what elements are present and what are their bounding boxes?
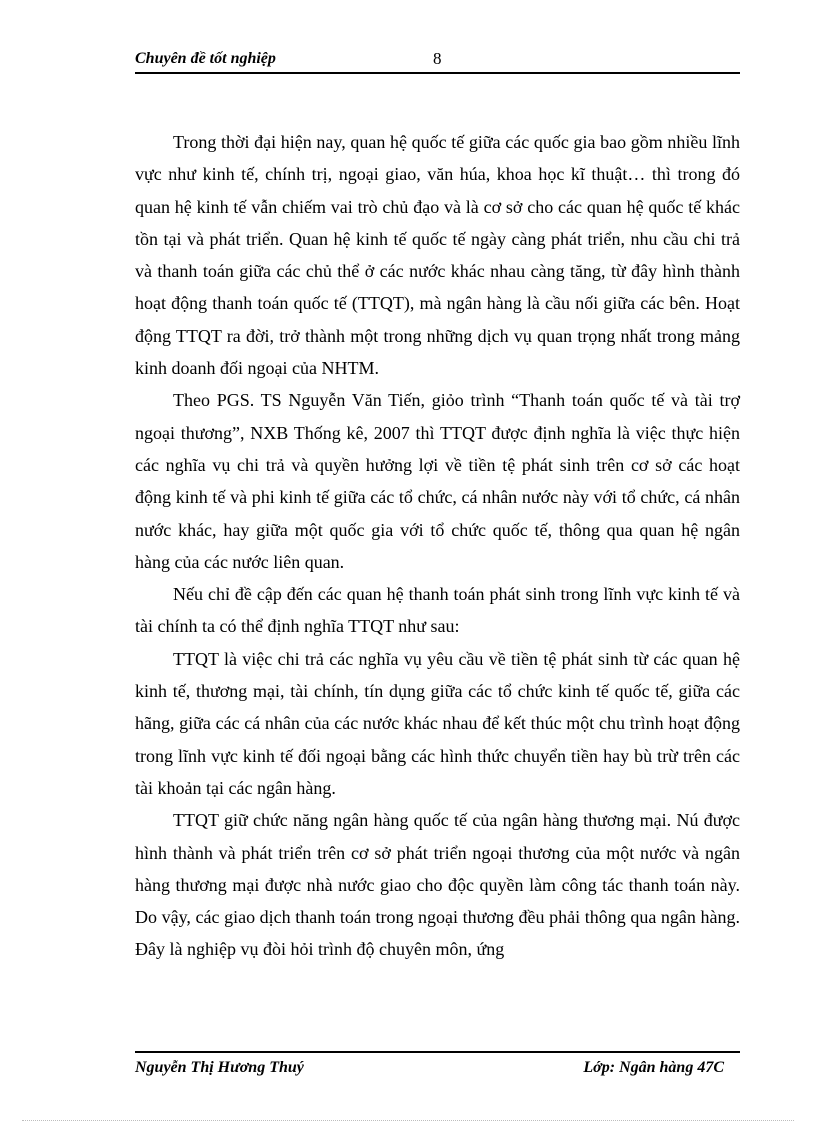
paragraph-5: TTQT giữ chức năng ngân hàng quốc tế của ngân hàng thương mại. Nú được hình thành và phát triển trên cơ sở phát triển ngoại thương của một nước và ngân hàng thương mại được nhà nước giao cho độc quyền làm công tác thanh toán này. Do vậy, các giao dịch thanh toán trong ngoại thương đều phải thông qua ngân hàng. Đây là nghiệp vụ đòi hỏi trình độ chuyên môn, ứng — [135, 810, 740, 960]
author-name: Nguyễn Thị Hương Thuý — [135, 1059, 304, 1076]
page-number: 8 — [433, 49, 442, 68]
page-header — [135, 48, 740, 74]
paragraph-2: Theo PGS. TS Nguyễn Văn Tiến, giỏo trình “Thanh toán quốc tế và tài trợ ngoại thương”, NXB Thống kê, 2007 thì TTQT được định nghĩa là việc thực hiện các nghĩa vụ chi trả và quyền hưởng lợi về tiền tệ phát sinh trên cơ sở các hoạt động kinh tế và phi kinh tế giữa các tổ chức, cá nhân nước này với tổ chức, cá nhân nước khác, hay giữa một quốc gia với tổ chức quốc tế, thông qua quan hệ ngân hàng của các nước liên quan. — [135, 390, 740, 572]
page-bottom-edge — [22, 1120, 794, 1121]
paragraph-1: Trong thời đại hiện nay, quan hệ quốc tế giữa các quốc gia bao gồm nhiều lĩnh vực như kinh tế, chính trị, ngoại giao, văn húa, khoa học kĩ thuật… thì trong đó quan hệ kinh tế vẫn chiếm vai trò chủ đạo và là cơ sở cho các quan hệ quốc tế khác tồn tại và phát triển. Quan hệ kinh tế quốc tế ngày càng phát triển, nhu cầu chi trả và thanh toán giữa các chủ thể ở các nước khác nhau càng tăng, từ đây hình thành hoạt động thanh toán quốc tế (TTQT), mà ngân hàng là cầu nối giữa các bên. Hoạt động TTQT ra đời, trở thành một trong những dịch vụ quan trọng nhất trong mảng kinh doanh đối ngoại của NHTM. — [135, 132, 740, 379]
class-label: Lớp: Ngân hàng 47C — [583, 1059, 724, 1076]
document-body — [135, 126, 740, 966]
paragraph-4: TTQT là việc chi trả các nghĩa vụ yêu cầu về tiền tệ phát sinh từ các quan hệ kinh tế, thương mại, tài chính, tín dụng giữa các tổ chức kinh tế quốc tế, giữa các hãng, giữa các cá nhân của các nước khác nhau để kết thúc một chu trình hoạt động trong lĩnh vực kinh tế đối ngoại bằng các hình thức chuyển tiền hay bù trừ trên các tài khoản tại các ngân hàng. — [135, 648, 740, 798]
paragraph-3: Nếu chỉ đề cập đến các quan hệ thanh toán phát sinh trong lĩnh vực kinh tế và tài chính ta có thể định nghĩa TTQT như sau: — [135, 584, 740, 637]
document-title: Chuyên đề tốt nghiệp — [135, 50, 276, 67]
page-footer — [135, 1051, 740, 1083]
